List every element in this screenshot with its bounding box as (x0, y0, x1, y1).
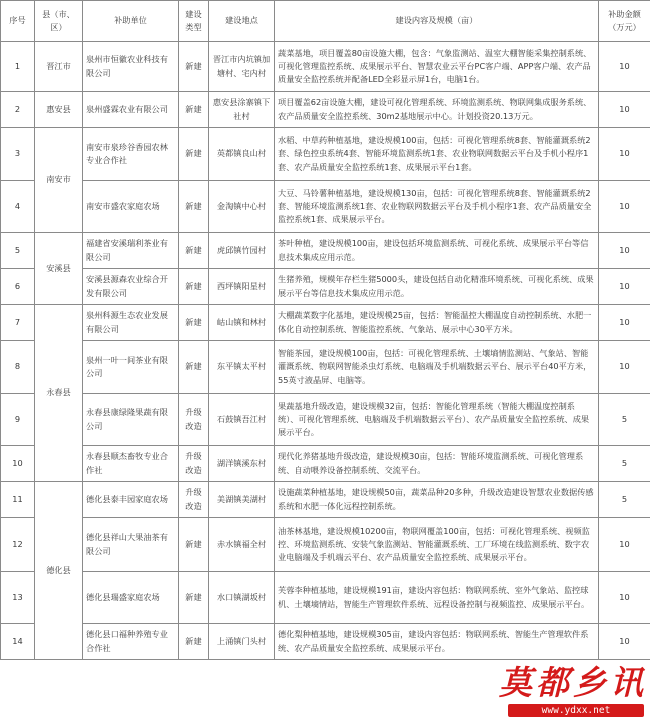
cell-content: 项目覆盖62亩设施大棚，建设可视化管理系统、环境监测系统、物联网集成服务系统、农产品质量安全监控系统、30m2基地展示中心。计划投资20.13万元。 (275, 92, 599, 128)
cell-county: 晋江市 (35, 42, 83, 92)
table-row (1, 394, 650, 446)
cell-location: 东平镇太平村 (209, 341, 275, 394)
header-location: 建设地点 (209, 1, 275, 42)
cell-content: 智能茶园，建设规模100亩，包括：可视化管理系统、土壤墒情监测站、气象站、智能灌溉系统、物联网智能杀虫灯系统、电脑端及手机端数据云平台、展示平台40平方米，55英寸液晶屏、电脑等。 (275, 341, 599, 394)
table-row (1, 482, 650, 518)
cell-county: 南安市 (35, 128, 83, 233)
cell-amount: 10 (599, 572, 650, 624)
cell-seq: 5 (1, 233, 35, 269)
cell-county: 惠安县 (35, 92, 83, 128)
header-unit: 补助单位 (83, 1, 179, 42)
cell-seq: 11 (1, 482, 35, 518)
header-amount: 补助金额（万元） (599, 1, 650, 42)
cell-amount: 10 (599, 181, 650, 233)
cell-type: 新建 (179, 233, 209, 269)
cell-seq: 6 (1, 269, 35, 305)
cell-content: 生猪养殖，规模年存栏生猪5000头，建设包括自动化精准环境系统、可视化系统、成果展示平台等信息技术集成应用示范。 (275, 269, 599, 305)
cell-location: 水口镇湖坂村 (209, 572, 275, 624)
table-row (1, 305, 650, 341)
table-row (1, 341, 650, 394)
cell-unit: 德化县瑞盛家庭农场 (83, 572, 179, 624)
cell-location: 石鼓镇吾江村 (209, 394, 275, 446)
cell-seq: 2 (1, 92, 35, 128)
cell-type: 新建 (179, 572, 209, 624)
cell-location: 西坪镇阳星村 (209, 269, 275, 305)
table-row (1, 446, 650, 482)
cell-location: 赤水镇福全村 (209, 518, 275, 572)
table-row (1, 92, 650, 128)
watermark-url: www.ydxx.net (508, 704, 644, 717)
cell-seq: 3 (1, 128, 35, 181)
cell-type: 新建 (179, 341, 209, 394)
table-header-row (1, 1, 650, 42)
cell-content: 芙蓉李种植基地，建设规模191亩，建设内容包括：物联网系统、室外气象站、监控球机、土壤墒情站，智能生产管理软件系统、远程设备控制与视频监控、成果展示平台。 (275, 572, 599, 624)
table-row (1, 624, 650, 660)
table-row (1, 181, 650, 233)
cell-unit: 泉州一叶一间茶业有限公司 (83, 341, 179, 394)
cell-content: 德化梨种植基地，建设规模305亩，建设内容包括：物联网系统、智能生产管理软件系统、农产品质量安全监控系统、成果展示平台。 (275, 624, 599, 660)
cell-type: 新建 (179, 181, 209, 233)
total-row (1, 660, 650, 661)
cell-unit: 永春县顺杰畜牧专业合作社 (83, 446, 179, 482)
cell-unit: 永春县康绿隆果蔬有限公司 (83, 394, 179, 446)
cell-type: 新建 (179, 128, 209, 181)
cell-amount: 5 (599, 394, 650, 446)
header-type: 建设类型 (179, 1, 209, 42)
total-spacer (83, 660, 599, 661)
cell-seq: 14 (1, 624, 35, 660)
cell-location: 虎邱镇竹园村 (209, 233, 275, 269)
cell-type: 升级改造 (179, 482, 209, 518)
cell-content: 果蔬基地升级改造，建设规模32亩，包括：智能化管理系统（智能大棚温度控制系统）、可视化管理系统、电脑端及手机端数据云平台）、农产品质量安全监控系统、成果展示平台。 (275, 394, 599, 446)
cell-amount: 10 (599, 269, 650, 305)
cell-location: 湖洋镇溪东村 (209, 446, 275, 482)
cell-amount: 10 (599, 305, 650, 341)
cell-seq: 13 (1, 572, 35, 624)
cell-unit: 福建省安溪瑞利茶业有限公司 (83, 233, 179, 269)
cell-content: 现代化养猪基地升级改造，建设规模30亩，包括：智能环境监测系统、可视化管理系统、自动喂养设备控制系统、交流平台。 (275, 446, 599, 482)
cell-location: 英都镇良山村 (209, 128, 275, 181)
cell-unit: 泉州盛霖农业有限公司 (83, 92, 179, 128)
cell-content: 大棚蔬菜数字化基地，建设规模25亩，包括：智能温控大棚温度自动控制系统、水肥一体化自动控制系统、智能监控系统、气象站、展示中心30平方米。 (275, 305, 599, 341)
cell-unit: 泉州科源生态农业发展有限公司 (83, 305, 179, 341)
cell-amount: 10 (599, 518, 650, 572)
cell-amount: 5 (599, 482, 650, 518)
cell-type: 升级改造 (179, 446, 209, 482)
table-row (1, 42, 650, 92)
cell-seq: 1 (1, 42, 35, 92)
cell-location: 金淘镇中心村 (209, 181, 275, 233)
cell-unit: 德化县祥山大果油茶有限公司 (83, 518, 179, 572)
cell-county: 安溪县 (35, 233, 83, 305)
cell-amount: 5 (599, 446, 650, 482)
cell-location: 惠安县涂寨镇下社村 (209, 92, 275, 128)
cell-type: 新建 (179, 624, 209, 660)
header-seq: 序号 (1, 1, 35, 42)
cell-seq: 9 (1, 394, 35, 446)
cell-content: 蔬菜基地，项目覆盖80亩设施大棚，包含：气象监测站、温室大棚智能采集控制系统、可视化管理监控系统、成果展示平台、智慧农业云平台PC客户端、APP客户端、农产品质量安全监控系统并配备LED全彩显示屏1台，电脑1台。 (275, 42, 599, 92)
cell-type: 升级改造 (179, 394, 209, 446)
cell-seq: 4 (1, 181, 35, 233)
cell-amount: 10 (599, 42, 650, 92)
cell-unit: 泉州市恒徽农业科技有限公司 (83, 42, 179, 92)
cell-seq: 7 (1, 305, 35, 341)
cell-amount: 10 (599, 233, 650, 269)
table-row (1, 518, 650, 572)
table-row (1, 233, 650, 269)
header-content: 建设内容及规模（亩） (275, 1, 599, 42)
cell-unit: 德化县口福种养殖专业合作社 (83, 624, 179, 660)
cell-amount: 10 (599, 128, 650, 181)
cell-amount: 10 (599, 341, 650, 394)
cell-content: 大豆、马铃薯种植基地，建设规模130亩，包括：可视化管理系统8套、智能灌溉系统2套、智能环境监测系统1套、农业物联网数据云平台及手机小程序1套、农产品质量安全监控系统1套、成果展示平台。 (275, 181, 599, 233)
watermark-logo (498, 664, 648, 718)
cell-content: 设施蔬菜种植基地，建设规模50亩，蔬菜品种20多种，升级改造建设智慧农业数据传感系统和水肥一体化远程控制系统。 (275, 482, 599, 518)
cell-location: 晋江市内坑镇加塘村、宅内村 (209, 42, 275, 92)
cell-content: 水稻、中草药种植基地，建设规模100亩，包括：可视化管理系统8套、智能灌溉系统2套、绿色控虫系统4套、智能环境监测系统1套、农业物联网数据云平台及手机小程序1套、农产品质量安全监控系统1套、成果展示平台1套。 (275, 128, 599, 181)
cell-content: 茶叶种植，建设规模100亩，建设包括环境监测系统、可视化系统、成果展示平台等信息技术集成应用示范。 (275, 233, 599, 269)
total-amount (599, 660, 650, 661)
cell-amount: 10 (599, 624, 650, 660)
table-row (1, 128, 650, 181)
cell-type: 新建 (179, 305, 209, 341)
cell-type: 新建 (179, 92, 209, 128)
total-label (1, 660, 83, 661)
table-row (1, 572, 650, 624)
table-row (1, 269, 650, 305)
cell-seq: 12 (1, 518, 35, 572)
cell-county: 永春县 (35, 305, 83, 482)
cell-type: 新建 (179, 42, 209, 92)
watermark-title: 莫都乡讯 (499, 663, 647, 702)
cell-location: 上涌镇门头村 (209, 624, 275, 660)
cell-amount: 10 (599, 92, 650, 128)
cell-location: 岵山镇和林村 (209, 305, 275, 341)
cell-seq: 10 (1, 446, 35, 482)
cell-unit: 南安市盛农家庭农场 (83, 181, 179, 233)
cell-type: 新建 (179, 269, 209, 305)
cell-content: 油茶林基地，建设规模10200亩，物联网覆盖100亩，包括：可视化管理系统、视频监控、环境监测系统、安装气象监测站、智能灌溉系统、工厂环境在线监测系统、数字农业电脑端及手机端云平台、农产品质量安全监控系统、成果展示平台。 (275, 518, 599, 572)
cell-county: 德化县 (35, 482, 83, 660)
cell-seq: 8 (1, 341, 35, 394)
header-county: 县（市、区） (35, 1, 83, 42)
cell-location: 美湖镇美湖村 (209, 482, 275, 518)
cell-type: 新建 (179, 518, 209, 572)
cell-unit: 南安市泉珍谷香园农林专业合作社 (83, 128, 179, 181)
cell-unit: 安溪县源森农业综合开发有限公司 (83, 269, 179, 305)
cell-unit: 德化县泰丰园家庭农场 (83, 482, 179, 518)
